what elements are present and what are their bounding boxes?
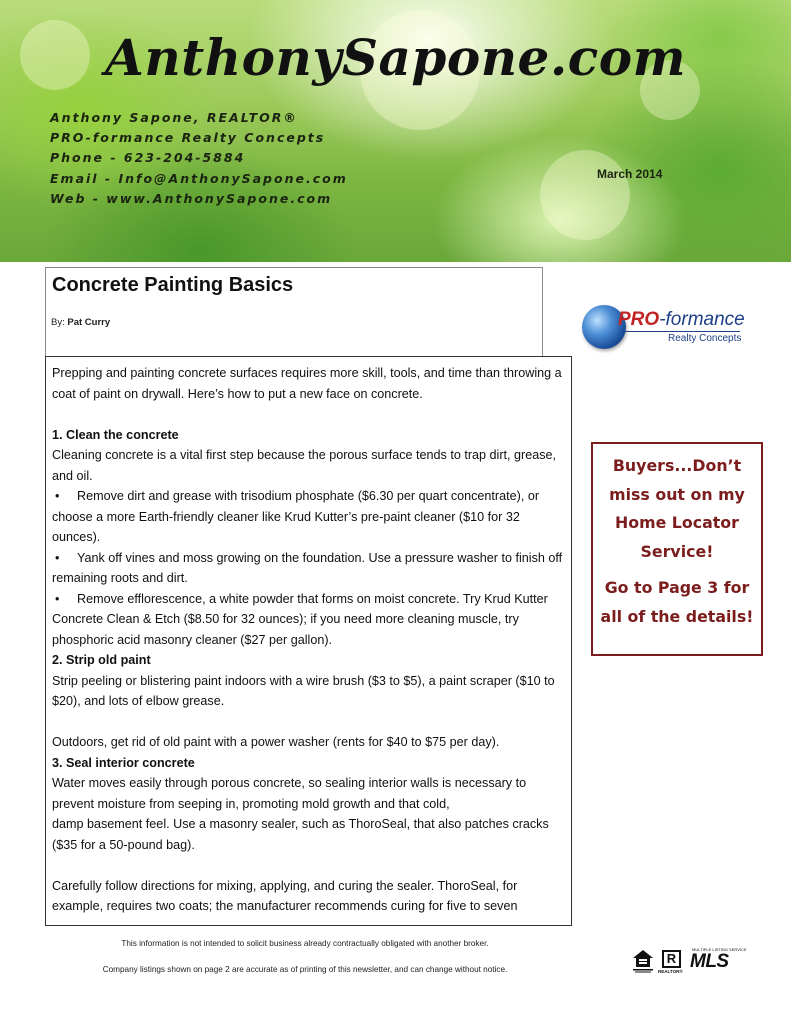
mls-subtitle: MULTIPLE LISTING SERVICE — [692, 947, 747, 952]
section-text-strip-2: Outdoors, get rid of old paint with a power washer (rents for $40 to $75 per day). — [52, 735, 500, 749]
bullet-item — [52, 548, 567, 589]
contact-email[interactable]: Email - Info@AnthonySapone.com — [50, 170, 348, 186]
logo-pro: PRO — [618, 309, 660, 330]
section-text-strip: Strip peeling or blistering paint indoors with a wire brush ($3 to $5), a paint scraper ($10 to $20), and lots of elbow grease. — [52, 673, 555, 708]
mls-logo: MLS — [690, 951, 729, 972]
bullet-text: Yank off vines and moss growing on the foundation. Use a pressure washer to finish off remaining roots and dirt. — [52, 550, 563, 585]
issue-date: March 2014 — [597, 167, 663, 181]
logo-subtitle: Realty Concepts — [668, 333, 742, 344]
promo-box — [591, 442, 763, 656]
contact-company: PRO-formance Realty Concepts — [50, 130, 326, 146]
bullet-item — [52, 486, 567, 548]
byline-prefix: By: — [51, 317, 65, 328]
bullet-item — [52, 589, 567, 651]
realtor-label: REALTOR® — [658, 969, 683, 974]
site-title: AnthonySapone.com — [105, 28, 686, 87]
equal-housing-icon — [632, 949, 654, 973]
logo-formance: -formance — [659, 309, 745, 330]
byline — [51, 317, 110, 328]
section-text-seal-b: damp basement feel. Use a masonry sealer, such as ThoroSeal, that also patches cracks ($35 for a 50-pound bag). — [52, 817, 549, 852]
bullet-text: Remove efflorescence, a white powder that forms on moist concrete. Try Krud Kutter Concrete Clean & Etch ($8.50 for 32 ounces); if you need more cleaning muscle, try phosphoric acid masonry cleaner ($27 per gallon). — [52, 591, 548, 647]
section-text-seal-2: Carefully follow directions for mixing, applying, and curing the sealer. ThoroSeal, for example, requires two coats; the manufacturer recommends curing for five to seven — [52, 878, 518, 913]
contact-name: Anthony Sapone, REALTOR® — [50, 110, 298, 125]
section-heading-seal: 3. Seal interior concrete — [52, 755, 195, 770]
disclaimer-solicit: This information is not intended to solicit business already contractually obligated with another broker. — [121, 939, 489, 948]
header-banner — [0, 0, 791, 262]
article-title-box — [45, 267, 543, 359]
promo-headline: Buyers...Don’t miss out on my Home Locator Service! — [609, 456, 745, 561]
article-intro: Prepping and painting concrete surfaces requires more skill, tools, and time than throwing a coat of paint on drywall. Here’s how to put a new face on concrete. — [52, 366, 562, 401]
promo-callout: Go to Page 3 for all of the details! — [600, 578, 754, 626]
disclaimer-listings: Company listings shown on page 2 are accurate as of printing of this newsletter, and can change without notice. — [102, 965, 508, 974]
light-bokeh — [540, 150, 630, 240]
byline-author: Pat Curry — [67, 317, 111, 328]
contact-phone: Phone - 623-204-5884 — [50, 150, 246, 166]
logo-underline — [622, 331, 740, 332]
section-heading-clean: 1. Clean the concrete — [52, 427, 179, 442]
section-heading-strip: 2. Strip old paint — [52, 653, 151, 667]
contact-web[interactable]: Web - www.AnthonySapone.com — [50, 190, 333, 206]
section-text-clean: Cleaning concrete is a vital first step because the porous surface tends to trap dirt, grease, and oil. — [52, 448, 557, 483]
article-body-box — [45, 356, 572, 926]
contact-block — [50, 108, 348, 209]
bullet-text: Remove dirt and grease with trisodium phosphate ($6.30 per quart concentrate), or choose a more Earth-friendly cleaner like Krud Kutter’s pre-paint cleaner ($10 for 32 ounces). — [52, 489, 540, 544]
article-title: Concrete Painting Basics — [52, 274, 294, 296]
footer-badges — [632, 949, 747, 973]
proformance-logo — [582, 303, 745, 353]
logo-wordmark — [618, 309, 745, 331]
section-text-seal-a: Water moves easily through porous concrete, so sealing interior walls is necessary to prevent moisture from seeping in, promoting mold growth and that cold, — [52, 776, 527, 811]
article-body — [52, 363, 567, 917]
realtor-icon: R — [662, 950, 681, 968]
